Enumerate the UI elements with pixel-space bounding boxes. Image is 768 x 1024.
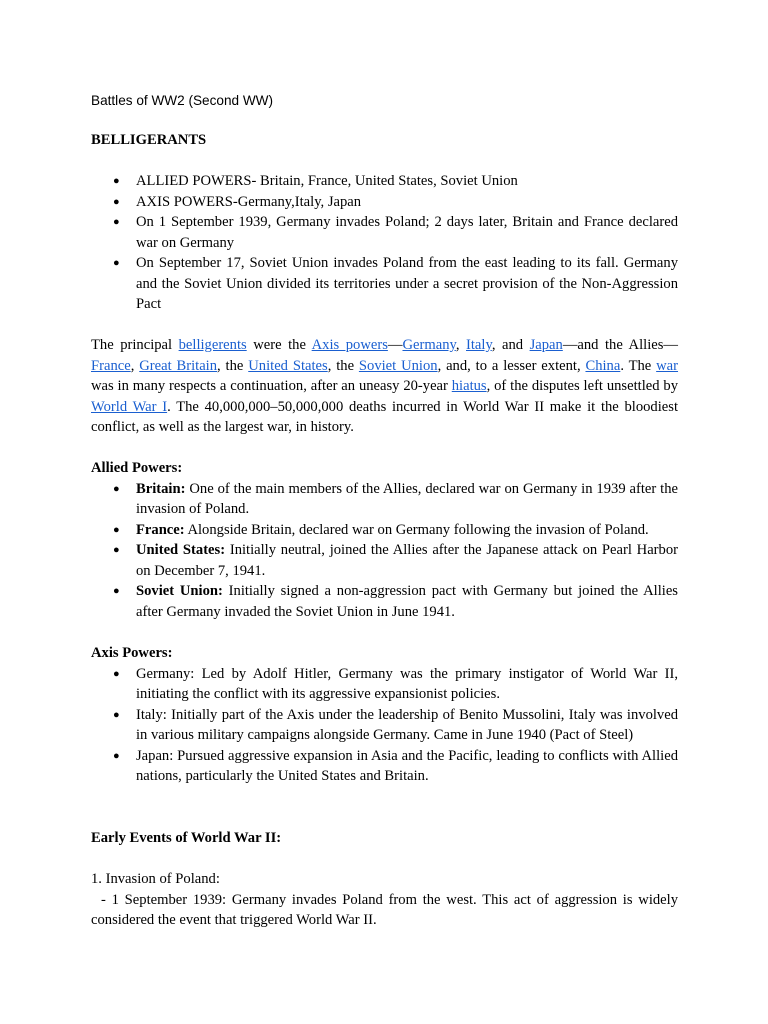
axis-powers-heading: Axis Powers: — [91, 645, 173, 661]
bullet-icon: ● — [113, 585, 120, 597]
link-axis-powers[interactable]: Axis powers — [311, 337, 388, 353]
principal-text: The principal belligerents were the Axis powers—Germany, Italy, and Japan—and the Allies—France, Great Britain, the United States, the Soviet Union, and, to a lesser extent, China. The war was in many respects a continuation, after an uneasy 20-year hiatus, of the disputes left unsettled by World War I. The 40,000,000–50,000,000 deaths incurred in World War II make it the bloodiest conflict, as well as the largest war, in history. — [91, 337, 679, 435]
list-item: ● On 1 September 1939, Germany invades Poland; 2 days later, Britain and France declared war on Germany — [113, 214, 678, 251]
link-united-states[interactable]: United States — [248, 357, 328, 374]
allied-powers-section — [91, 458, 678, 622]
link-belligerents[interactable]: belligerents — [178, 337, 247, 353]
link-world-war-i[interactable]: World War I — [91, 398, 168, 415]
bullet-icon: ● — [113, 708, 120, 721]
list-item: ● AXIS POWERS-Germany,Italy, Japan — [91, 192, 678, 213]
bullet-icon: ● — [113, 482, 120, 495]
bullet-icon: ● — [113, 195, 120, 208]
bullet-icon: ● — [113, 257, 120, 269]
list-item: ● France: Alongside Britain, declared war on Germany following the invasion of Poland. — [91, 520, 678, 541]
link-soviet-union[interactable]: Soviet Union — [358, 357, 438, 374]
early-events-section — [91, 828, 678, 849]
list-item: ● ALLIED POWERS- Britain, France, United States, Soviet Union — [91, 171, 678, 192]
principal-paragraph — [91, 335, 678, 438]
list-item: ● Britain: One of the main members of the Allies, declared war on Germany in 1939 after the invasion of Poland. — [113, 480, 678, 517]
axis-powers-section — [91, 643, 678, 787]
bullet-icon: ● — [113, 667, 120, 680]
link-italy[interactable]: Italy — [466, 337, 492, 353]
invasion-of-poland-detail: - 1 September 1939: Germany invades Poland from the west. This act of aggression is widely considered the event that triggered World War II. — [91, 891, 678, 928]
link-war[interactable]: war — [656, 357, 679, 374]
bullet-icon: ● — [113, 523, 120, 536]
list-item: ● Italy: Initially part of the Axis under the leadership of Benito Mussolini, Italy was involved in various military campaigns alongside Germany. Came in June 1940 (Pact of Steel) — [113, 706, 678, 743]
early-events-heading: Early Events of World War II: — [91, 830, 282, 846]
intro-bullet-list — [91, 171, 678, 315]
link-france[interactable]: France — [91, 357, 131, 374]
bullet-icon: ● — [113, 544, 120, 556]
link-great-britain[interactable]: Great Britain — [139, 357, 218, 374]
list-item: ● Soviet Union: Initially signed a non-aggression pact with Germany but joined the Allies after Germany invaded the Soviet Union in June 1941. — [113, 583, 678, 620]
allied-powers-heading: Allied Powers: — [91, 460, 183, 476]
belligerents-heading: BELLIGERANTS — [91, 132, 207, 148]
link-china[interactable]: China — [585, 357, 621, 374]
list-item: ● On September 17, Soviet Union invades Poland from the east leading to its fall. Germany and the Soviet Union divided its territories under a secret provision of the Non-Aggression Pact — [113, 255, 678, 312]
link-japan[interactable]: Japan — [529, 337, 563, 353]
list-item: ● Germany: Led by Adolf Hitler, Germany was the primary instigator of World War II, initiating the conflict with its aggressive expansionist policies. — [113, 665, 678, 702]
numbered-item-invasion-of-poland: 1. Invasion of Poland: — [91, 871, 220, 887]
document-title: Battles of WW2 (Second WW) — [91, 93, 274, 108]
link-germany[interactable]: Germany — [402, 337, 456, 353]
invasion-of-poland-section — [91, 869, 678, 931]
list-item: ● Japan: Pursued aggressive expansion in Asia and the Pacific, leading to conflicts with Allied nations, particularly the United States and Britain. — [113, 747, 678, 784]
bullet-icon: ● — [113, 216, 120, 228]
list-item: ● United States: Initially neutral, joined the Allies after the Japanese attack on Pearl Harbor on December 7, 1941. — [113, 542, 678, 579]
link-hiatus[interactable]: hiatus — [451, 378, 487, 394]
belligerents-section — [91, 130, 678, 151]
bullet-icon: ● — [113, 175, 120, 187]
bullet-icon: ● — [113, 749, 120, 762]
